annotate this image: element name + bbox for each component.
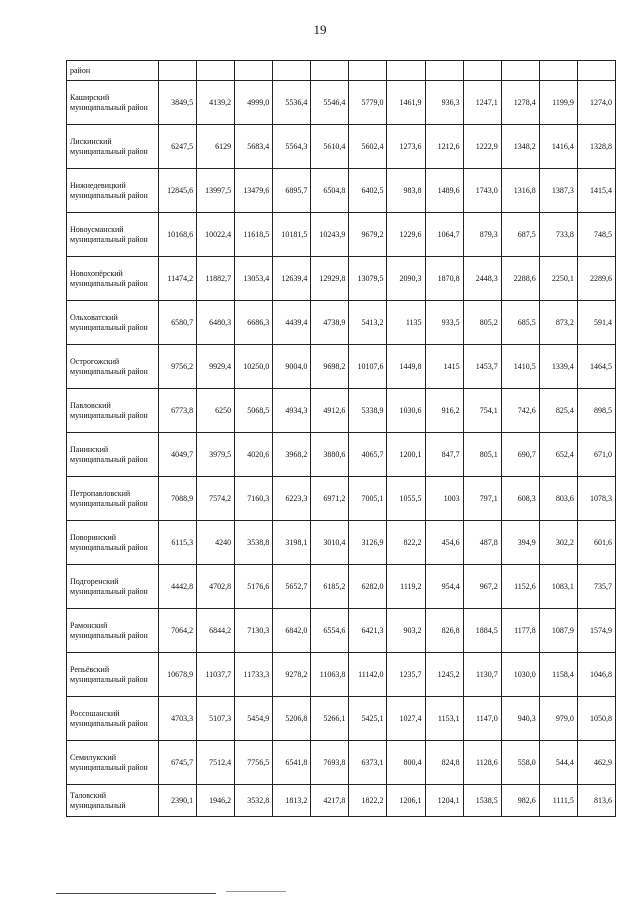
- value-cell: 4442,8: [159, 565, 197, 609]
- value-cell: 4020,6: [235, 433, 273, 477]
- row-name-cell: район: [67, 61, 159, 81]
- value-cell: 13053,4: [235, 257, 273, 301]
- value-cell: 6223,3: [273, 477, 311, 521]
- value-cell: 916,2: [425, 389, 463, 433]
- table-row: [67, 389, 616, 433]
- value-cell: 982,6: [501, 785, 539, 817]
- value-cell: 5610,4: [311, 125, 349, 169]
- empty-cell: [197, 61, 235, 81]
- value-cell: 10243,9: [311, 213, 349, 257]
- value-cell: 1229,6: [387, 213, 425, 257]
- value-cell: 13079,5: [349, 257, 387, 301]
- value-cell: 4049,7: [159, 433, 197, 477]
- row-name-cell: Нижнедевицкий муниципальный район: [67, 169, 159, 213]
- value-cell: 487,8: [463, 521, 501, 565]
- value-cell: 1064,7: [425, 213, 463, 257]
- value-cell: 1415: [425, 345, 463, 389]
- value-cell: 6686,3: [235, 301, 273, 345]
- value-cell: 6745,7: [159, 741, 197, 785]
- value-cell: 11063,8: [311, 653, 349, 697]
- value-cell: 1083,1: [539, 565, 577, 609]
- value-cell: 1822,2: [349, 785, 387, 817]
- value-cell: 1087,9: [539, 609, 577, 653]
- value-cell: 4999,0: [235, 81, 273, 125]
- value-cell: 6504,8: [311, 169, 349, 213]
- empty-cell: [349, 61, 387, 81]
- value-cell: 5546,4: [311, 81, 349, 125]
- value-cell: 11474,2: [159, 257, 197, 301]
- empty-cell: [235, 61, 273, 81]
- empty-cell: [159, 61, 197, 81]
- value-cell: 1247,1: [463, 81, 501, 125]
- value-cell: 813,6: [577, 785, 615, 817]
- value-cell: 1078,3: [577, 477, 615, 521]
- value-cell: 4240: [197, 521, 235, 565]
- value-cell: 7574,2: [197, 477, 235, 521]
- value-cell: 903,2: [387, 609, 425, 653]
- value-cell: 824,8: [425, 741, 463, 785]
- value-cell: 1328,8: [577, 125, 615, 169]
- table-row: [67, 345, 616, 389]
- value-cell: 6115,3: [159, 521, 197, 565]
- value-cell: 6541,8: [273, 741, 311, 785]
- value-cell: 1416,4: [539, 125, 577, 169]
- value-cell: 5413,2: [349, 301, 387, 345]
- value-cell: 462,9: [577, 741, 615, 785]
- value-cell: 9929,4: [197, 345, 235, 389]
- value-cell: 4217,8: [311, 785, 349, 817]
- table-body: [67, 61, 616, 817]
- value-cell: 3126,9: [349, 521, 387, 565]
- value-cell: 733,8: [539, 213, 577, 257]
- value-cell: 302,2: [539, 521, 577, 565]
- table-row: [67, 81, 616, 125]
- value-cell: 10107,6: [349, 345, 387, 389]
- table-row: [67, 565, 616, 609]
- value-cell: 690,7: [501, 433, 539, 477]
- value-cell: 1743,0: [463, 169, 501, 213]
- value-cell: 3532,8: [235, 785, 273, 817]
- row-name-cell: Острогожский муниципальный район: [67, 345, 159, 389]
- value-cell: 936,3: [425, 81, 463, 125]
- value-cell: 2390,1: [159, 785, 197, 817]
- value-cell: 933,5: [425, 301, 463, 345]
- value-cell: 1273,6: [387, 125, 425, 169]
- value-cell: 394,9: [501, 521, 539, 565]
- row-name-cell: Павловский муниципальный район: [67, 389, 159, 433]
- value-cell: 7512,4: [197, 741, 235, 785]
- row-name-cell: Лискинский муниципальный район: [67, 125, 159, 169]
- value-cell: 6844,2: [197, 609, 235, 653]
- value-cell: 9679,2: [349, 213, 387, 257]
- value-cell: 800,4: [387, 741, 425, 785]
- value-cell: 1003: [425, 477, 463, 521]
- value-cell: 9004,0: [273, 345, 311, 389]
- value-cell: 10678,9: [159, 653, 197, 697]
- value-cell: 5536,4: [273, 81, 311, 125]
- value-cell: 6421,3: [349, 609, 387, 653]
- value-cell: 5176,6: [235, 565, 273, 609]
- value-cell: 6282,0: [349, 565, 387, 609]
- value-cell: 11882,7: [197, 257, 235, 301]
- value-cell: 2289,6: [577, 257, 615, 301]
- value-cell: 3979,5: [197, 433, 235, 477]
- table-row: [67, 785, 616, 817]
- value-cell: 1030,0: [501, 653, 539, 697]
- value-cell: 1348,2: [501, 125, 539, 169]
- value-cell: 5454,9: [235, 697, 273, 741]
- table-row: [67, 301, 616, 345]
- value-cell: 1055,5: [387, 477, 425, 521]
- value-cell: 12845,6: [159, 169, 197, 213]
- value-cell: 1415,4: [577, 169, 615, 213]
- value-cell: 7064,2: [159, 609, 197, 653]
- row-name-cell: Ольховатский муниципальный район: [67, 301, 159, 345]
- value-cell: 6554,6: [311, 609, 349, 653]
- district-data-table: [66, 60, 616, 817]
- table-row: [67, 741, 616, 785]
- value-cell: 847,7: [425, 433, 463, 477]
- value-cell: 1339,4: [539, 345, 577, 389]
- value-cell: 2448,3: [463, 257, 501, 301]
- table-row: [67, 257, 616, 301]
- value-cell: 983,8: [387, 169, 425, 213]
- row-name-cell: Новоусманский муниципальный район: [67, 213, 159, 257]
- value-cell: 1204,1: [425, 785, 463, 817]
- value-cell: 5779,0: [349, 81, 387, 125]
- value-cell: 10181,5: [273, 213, 311, 257]
- value-cell: 12929,8: [311, 257, 349, 301]
- value-cell: 4702,8: [197, 565, 235, 609]
- value-cell: 6129: [197, 125, 235, 169]
- empty-cell: [463, 61, 501, 81]
- value-cell: 6580,7: [159, 301, 197, 345]
- value-cell: 1813,2: [273, 785, 311, 817]
- value-cell: 4738,9: [311, 301, 349, 345]
- value-cell: 4139,2: [197, 81, 235, 125]
- value-cell: 6250: [197, 389, 235, 433]
- value-cell: 3968,2: [273, 433, 311, 477]
- table-row: [67, 61, 616, 81]
- value-cell: 1199,9: [539, 81, 577, 125]
- value-cell: 3538,8: [235, 521, 273, 565]
- value-cell: 1130,7: [463, 653, 501, 697]
- value-cell: 4065,7: [349, 433, 387, 477]
- value-cell: 1410,5: [501, 345, 539, 389]
- value-cell: 742,6: [501, 389, 539, 433]
- value-cell: 797,1: [463, 477, 501, 521]
- value-cell: 10250,0: [235, 345, 273, 389]
- value-cell: 3198,1: [273, 521, 311, 565]
- row-name-cell: Репьёвский муниципальный район: [67, 653, 159, 697]
- row-name-cell: Семилукский муниципальный район: [67, 741, 159, 785]
- value-cell: 3849,5: [159, 81, 197, 125]
- empty-cell: [539, 61, 577, 81]
- value-cell: 6773,8: [159, 389, 197, 433]
- value-cell: 1274,0: [577, 81, 615, 125]
- row-name-cell: Россошанский муниципальный район: [67, 697, 159, 741]
- value-cell: 685,5: [501, 301, 539, 345]
- value-cell: 1461,9: [387, 81, 425, 125]
- value-cell: 1278,4: [501, 81, 539, 125]
- value-cell: 6842,0: [273, 609, 311, 653]
- value-cell: 5564,3: [273, 125, 311, 169]
- value-cell: 2090,3: [387, 257, 425, 301]
- value-cell: 1884,5: [463, 609, 501, 653]
- value-cell: 454,6: [425, 521, 463, 565]
- value-cell: 967,2: [463, 565, 501, 609]
- value-cell: 5602,4: [349, 125, 387, 169]
- value-cell: 7130,3: [235, 609, 273, 653]
- value-cell: 9698,2: [311, 345, 349, 389]
- row-name-cell: Каширский муниципальный район: [67, 81, 159, 125]
- table-row: [67, 521, 616, 565]
- value-cell: 2250,1: [539, 257, 577, 301]
- value-cell: 1449,8: [387, 345, 425, 389]
- value-cell: 5683,4: [235, 125, 273, 169]
- value-cell: 822,2: [387, 521, 425, 565]
- value-cell: 1050,8: [577, 697, 615, 741]
- value-cell: 11037,7: [197, 653, 235, 697]
- table-row: [67, 477, 616, 521]
- value-cell: 5068,5: [235, 389, 273, 433]
- value-cell: 6185,2: [311, 565, 349, 609]
- table-row: [67, 169, 616, 213]
- value-cell: 1453,7: [463, 345, 501, 389]
- value-cell: 979,0: [539, 697, 577, 741]
- empty-cell: [273, 61, 311, 81]
- value-cell: 1030,6: [387, 389, 425, 433]
- value-cell: 805,1: [463, 433, 501, 477]
- value-cell: 6971,2: [311, 477, 349, 521]
- empty-cell: [425, 61, 463, 81]
- value-cell: 687,5: [501, 213, 539, 257]
- value-cell: 1387,3: [539, 169, 577, 213]
- value-cell: 3010,4: [311, 521, 349, 565]
- value-cell: 754,1: [463, 389, 501, 433]
- value-cell: 748,5: [577, 213, 615, 257]
- value-cell: 1147,0: [463, 697, 501, 741]
- table-row: [67, 697, 616, 741]
- value-cell: 1111,5: [539, 785, 577, 817]
- value-cell: 10168,6: [159, 213, 197, 257]
- value-cell: 1946,2: [197, 785, 235, 817]
- value-cell: 1128,6: [463, 741, 501, 785]
- value-cell: 7693,8: [311, 741, 349, 785]
- value-cell: 9278,2: [273, 653, 311, 697]
- value-cell: 591,4: [577, 301, 615, 345]
- footer-line: [56, 893, 216, 894]
- value-cell: 1046,8: [577, 653, 615, 697]
- value-cell: 7756,5: [235, 741, 273, 785]
- value-cell: 940,3: [501, 697, 539, 741]
- page-number: 19: [313, 22, 327, 37]
- value-cell: 608,3: [501, 477, 539, 521]
- value-cell: 1538,5: [463, 785, 501, 817]
- value-cell: 5425,1: [349, 697, 387, 741]
- value-cell: 4439,4: [273, 301, 311, 345]
- value-cell: 1870,8: [425, 257, 463, 301]
- value-cell: 7088,9: [159, 477, 197, 521]
- value-cell: 1574,9: [577, 609, 615, 653]
- value-cell: 1235,7: [387, 653, 425, 697]
- value-cell: 879,3: [463, 213, 501, 257]
- value-cell: 10022,4: [197, 213, 235, 257]
- value-cell: 1489,6: [425, 169, 463, 213]
- value-cell: 7160,3: [235, 477, 273, 521]
- row-name-cell: Подгоренский муниципальный район: [67, 565, 159, 609]
- table-row: [67, 213, 616, 257]
- value-cell: 6402,5: [349, 169, 387, 213]
- empty-cell: [387, 61, 425, 81]
- value-cell: 1152,6: [501, 565, 539, 609]
- value-cell: 11733,3: [235, 653, 273, 697]
- table-row: [67, 653, 616, 697]
- value-cell: 9756,2: [159, 345, 197, 389]
- empty-cell: [577, 61, 615, 81]
- value-cell: 735,7: [577, 565, 615, 609]
- value-cell: 7005,1: [349, 477, 387, 521]
- value-cell: 873,2: [539, 301, 577, 345]
- value-cell: 6373,1: [349, 741, 387, 785]
- value-cell: 805,2: [463, 301, 501, 345]
- value-cell: 826,8: [425, 609, 463, 653]
- row-name-cell: Таловский муниципальный: [67, 785, 159, 817]
- value-cell: 13997,5: [197, 169, 235, 213]
- empty-cell: [501, 61, 539, 81]
- value-cell: 558,0: [501, 741, 539, 785]
- value-cell: 4934,3: [273, 389, 311, 433]
- value-cell: 13479,6: [235, 169, 273, 213]
- value-cell: 1464,5: [577, 345, 615, 389]
- value-cell: 1222,9: [463, 125, 501, 169]
- footer-mark: [226, 891, 286, 892]
- value-cell: 5107,3: [197, 697, 235, 741]
- value-cell: 1200,1: [387, 433, 425, 477]
- value-cell: 898,5: [577, 389, 615, 433]
- table-row: [67, 609, 616, 653]
- row-name-cell: Панинский муниципальный район: [67, 433, 159, 477]
- value-cell: 825,4: [539, 389, 577, 433]
- value-cell: 5338,9: [349, 389, 387, 433]
- value-cell: 4912,6: [311, 389, 349, 433]
- value-cell: 4703,3: [159, 697, 197, 741]
- value-cell: 1212,6: [425, 125, 463, 169]
- value-cell: 12639,4: [273, 257, 311, 301]
- value-cell: 1119,2: [387, 565, 425, 609]
- row-name-cell: Рамонский муниципальный район: [67, 609, 159, 653]
- value-cell: 11142,0: [349, 653, 387, 697]
- table-row: [67, 433, 616, 477]
- table-row: [67, 125, 616, 169]
- value-cell: 1245,2: [425, 653, 463, 697]
- value-cell: 1158,4: [539, 653, 577, 697]
- value-cell: 1177,8: [501, 609, 539, 653]
- value-cell: 652,4: [539, 433, 577, 477]
- value-cell: 6480,3: [197, 301, 235, 345]
- value-cell: 601,6: [577, 521, 615, 565]
- empty-cell: [311, 61, 349, 81]
- value-cell: 1153,1: [425, 697, 463, 741]
- value-cell: 2288,6: [501, 257, 539, 301]
- value-cell: 544,4: [539, 741, 577, 785]
- value-cell: 954,4: [425, 565, 463, 609]
- value-cell: 5266,1: [311, 697, 349, 741]
- value-cell: 1316,8: [501, 169, 539, 213]
- value-cell: 5206,8: [273, 697, 311, 741]
- value-cell: 3880,6: [311, 433, 349, 477]
- value-cell: 1206,1: [387, 785, 425, 817]
- row-name-cell: Новохопёрский муниципальный район: [67, 257, 159, 301]
- value-cell: 1135: [387, 301, 425, 345]
- row-name-cell: Поворинский муниципальный район: [67, 521, 159, 565]
- value-cell: 803,6: [539, 477, 577, 521]
- value-cell: 6895,7: [273, 169, 311, 213]
- value-cell: 11618,5: [235, 213, 273, 257]
- row-name-cell: Петропавловский муниципальный район: [67, 477, 159, 521]
- value-cell: 5652,7: [273, 565, 311, 609]
- value-cell: 6247,5: [159, 125, 197, 169]
- value-cell: 1027,4: [387, 697, 425, 741]
- value-cell: 671,0: [577, 433, 615, 477]
